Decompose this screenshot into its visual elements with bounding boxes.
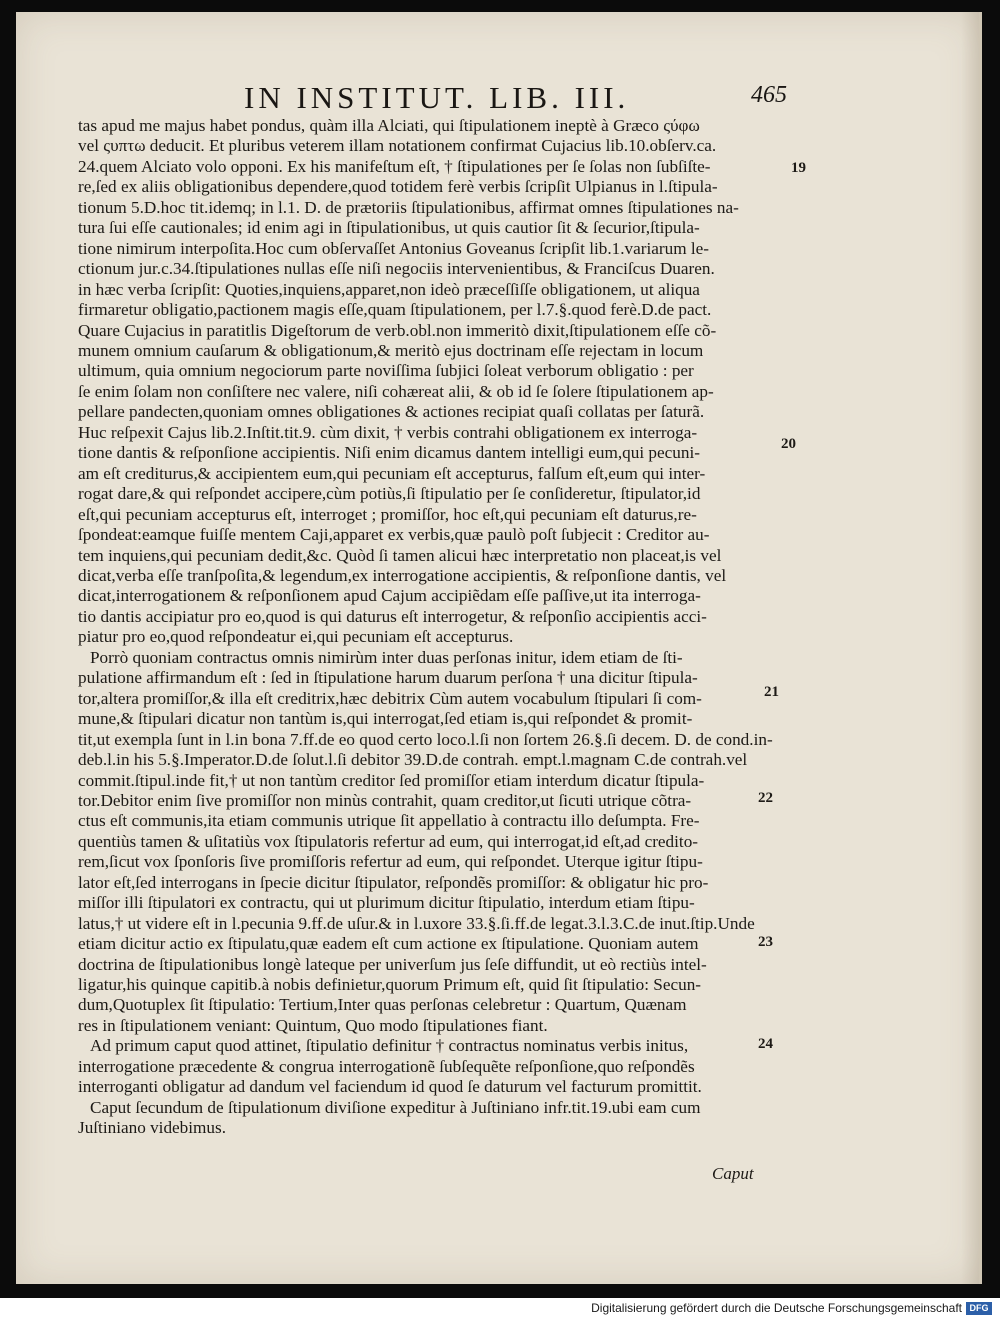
text-line: tura ſui eſſe cautionales; id enim agi in ſtipulationibus, ut quis cautior ſit & ſecurior,ſtipula- xyxy=(78,218,700,238)
text-line: tem inquiens,qui pecuniam dedit,&c. Quòd ſi tamen alicui hæc interpretatio non placeat,is vel xyxy=(78,545,722,565)
text-line: pulatione affirmandum eſt : ſed in ſtipulatione harum duarum perſona † una dicitur ſtipula- xyxy=(78,668,698,688)
text-line: etiam dicitur actio ex ſtipulatu,quæ eadem eſt cum actione ex ſtipulatione. Quoniam autem xyxy=(78,934,699,954)
text-line: doctrina de ſtipulationibus longè lateque per univerſum jus ſeſe diffundit, ut eò rectiùs intel- xyxy=(78,954,707,974)
text-line: ſe enim ſolam non conſiſtere nec valere, niſi cohæreat alii, & ob id ſe ſolere ſtipulationem ap- xyxy=(78,381,714,401)
text-line: interrogatione præcedente & congrua interrogationẽ ſubſequẽte reſponſione,quo reſpondẽs xyxy=(78,1056,695,1076)
text-line: tor.Debitor enim ſive promiſſor non minùs contrahit, quam creditor,ut ſicuti utrique cõtra- xyxy=(78,790,692,810)
text-line: ultimum, quia omnium negociorum parte noviſſima ſubjici ſoleat verborum obligatio : per xyxy=(78,361,694,381)
text-line: tio dantis accipiatur pro eo,quod is qui daturus eſt interrogetur, & reſponſio accipientis acci- xyxy=(78,606,707,626)
marginal-number: 19 xyxy=(791,160,806,176)
text-line: ſpondeat:eamque fuiſſe mentem Caji,apparet ex verbis,quæ paulò poſt ſubjecit : Creditor au- xyxy=(78,525,710,545)
text-line: Huc reſpexit Cajus lib.2.Inſtit.tit.9. cùm dixit, † verbis contrahi obligationem ex interroga- xyxy=(78,422,698,442)
text-line: mune,& ſtipulari dicatur non tantùm is,qui interrogat,ſed etiam is,qui reſpondet & promit- xyxy=(78,709,693,729)
marginal-number: 20 xyxy=(781,436,796,452)
text-line: Caput ſecundum de ſtipulationum diviſione expeditur à Juſtiniano infr.tit.19.ubi eam cum xyxy=(90,1097,701,1117)
catchword: Caput xyxy=(712,1164,754,1183)
text-line: miſſor illi ſtipulatori ex contractu, qui ut plurimum dicitur ſtipulatio, interdum etiam ſtipu- xyxy=(78,893,695,913)
text-line: firmaretur obligatio,pactionem magis eſſe,quam ſtipulationem, per l.7.§.quod ferè.D.de pact. xyxy=(78,300,712,320)
text-line: 24.quem Alciato volo opponi. Ex his manifeſtum eſt, † ſtipulationes per ſe ſolas non ſubſiſte- xyxy=(78,156,711,176)
text-line: re,ſed ex aliis obligationibus dependere,quod totidem ferè verbis ſcripſit Ulpianus in l.ſtipula- xyxy=(78,177,718,197)
page-number: 465 xyxy=(751,82,787,108)
funding-credit: Digitalisierung gefördert durch die Deutsche Forschungsgemeinschaft xyxy=(591,1301,962,1315)
text-line: ctionum jur.c.34.ſtipulationes nullas eſſe niſi negociis intervenientibus, & Franciſcus Duaren. xyxy=(78,259,715,279)
dfg-logo-icon: DFG xyxy=(966,1302,992,1315)
text-line: tas apud me majus habet pondus, quàm illa Alciati, qui ſtipulationem ineptè à Græco ςύφω xyxy=(78,116,700,135)
text-line: tione dantis & reſponſione accipientis. Niſi enim dicamus dantem intelligi eum,qui pecuni- xyxy=(78,443,700,463)
text-line: dum,Quotuplex ſit ſtipulatio: Tertium,Inter quas perſonas celebretur : Quartum, Quænam xyxy=(78,995,687,1015)
text-line: tit,ut exempla ſunt in l.in bona 7.ff.de eo quod certo loco.l.ſi non ſortem 26.§.ſi decem. D. de cond.in- xyxy=(78,729,773,749)
text-line: deb.l.in his 5.§.Imperator.D.de ſolut.l.ſi debitor 39.D.de contrah. empt.l.magnam C.de contrah.vel xyxy=(78,750,748,770)
text-line: Quare Cujacius in paratitlis Digeſtorum de verb.obl.non immeritò dixit,ſtipulationem eſſe cõ- xyxy=(78,320,717,340)
text-block xyxy=(78,116,798,1139)
text-line: munem omnium cauſarum & obligationum,& meritò ejus doctrinam eſſe rejectam in locum xyxy=(78,340,704,360)
text-line: Ad primum caput quod attinet, ſtipulatio definitur † contractus nominatus verbis initus, xyxy=(90,1036,689,1056)
marginal-number: 21 xyxy=(764,684,779,700)
running-head: IN INSTITUT. LIB. III. xyxy=(244,80,630,115)
text-line: piatur pro eo,quod reſpondeatur ei,qui pecuniam eſt accepturus. xyxy=(78,627,514,647)
text-line: tione nimirum interpoſita.Hoc cum obſervaſſet Antonius Goveanus ſcripſit lib.1.variarum le- xyxy=(78,238,710,258)
text-line: tionum 5.D.hoc tit.idemq; in l.1. D. de prætoriis ſtipulationibus, affirmat omnes ſtipulationes na- xyxy=(78,197,739,217)
text-line: dicat,verba eſſe tranſpoſita,& legendum,ex interrogatione accipientis, & reſponſione dantis, vel xyxy=(78,565,727,585)
text-line: vel ςυπτω deducit. Et pluribus veterem illam notationem confirmat Cujacius lib.10.obſerv.ca. xyxy=(78,136,717,156)
text-line: rem,ſicut vox ſponſoris ſive promiſſoris refertur ad eum, qui reſpondet. Uterque igitur ſtipu- xyxy=(78,852,703,872)
marginal-number: 24 xyxy=(758,1036,773,1052)
text-line: ligatur,his quinque capitib.à nobis definietur,quorum Primum eſt, quid ſit ſtipulatio: Secun- xyxy=(78,975,702,995)
text-line: commit.ſtipul.inde fit,† ut non tantùm creditor ſed promiſſor etiam interdum dicatur ſtipula- xyxy=(78,770,705,790)
book-page xyxy=(16,12,982,1284)
text-line: lator eſt,ſed interrogans in ſpecie dicitur ſtipulator, reſpondẽs promiſſor: & obligatur hic pro- xyxy=(78,872,709,892)
text-line: ctus eſt communis,ita etiam communis utrique ſit appellatio à contractu illo deſumpta. Fre- xyxy=(78,811,700,831)
text-line: eſt,qui pecuniam accepturus eſt, interroget ; promiſſor, hoc eſt,qui pecuniam eſt daturus,re- xyxy=(78,504,697,524)
text-line: tor,altera promiſſor,& illa eſt creditrix,hæc debitrix Cùm autem vocabulum ſtipulari ſi com- xyxy=(78,688,702,708)
marginal-number: 23 xyxy=(758,934,773,950)
text-line: interroganti obligatur ad dandum vel faciendum id quod ſe daturum vel facturum promittit. xyxy=(78,1077,702,1097)
page-edge-shadow xyxy=(961,12,979,1284)
text-line: am eſt crediturus,& accipientem eum,qui pecuniam eſt accepturus, falſum eſt,eum qui inter- xyxy=(78,463,706,483)
text-line: pellare pandecten,quoniam omnes obligationes & actiones recipiat quaſi collatas per ſaturã. xyxy=(78,402,705,422)
text-line: quentiùs tamen & uſitatiùs vox ſtipulatoris refertur ad eum, qui interrogat,id eſt,ad credito- xyxy=(78,831,699,851)
marginal-number: 22 xyxy=(758,790,773,806)
text-line: Juſtiniano videbimus. xyxy=(78,1118,226,1138)
text-line: latus,† ut videre eſt in l.pecunia 9.ff.de uſur.& in l.uxore 33.§.ſi.ff.de legat.3.l.3.C.de inut.ſtip.Unde xyxy=(78,913,755,933)
text-line: rogat dare,& qui reſpondet accipere,cùm potiùs,ſi ſtipulatio per ſe conſideretur, ſtipulator,id xyxy=(78,484,701,504)
text-line: res in ſtipulationem veniant: Quintum, Quo modo ſtipulationes fiant. xyxy=(78,1015,548,1035)
text-line: Porrò quoniam contractus omnis nimirùm inter duas perſonas initur, idem etiam de ſti- xyxy=(90,647,683,667)
text-line: in hæc verba ſcripſit: Quoties,inquiens,apparet,non ideò præceſſiſſe obligationem, ut aliqua xyxy=(78,279,700,299)
footer-bar xyxy=(0,1298,1000,1320)
text-line: dicat,interrogationem & reſponſionem apud Cajum accipiẽdam eſſe paſſive,ut ita interroga- xyxy=(78,586,701,606)
